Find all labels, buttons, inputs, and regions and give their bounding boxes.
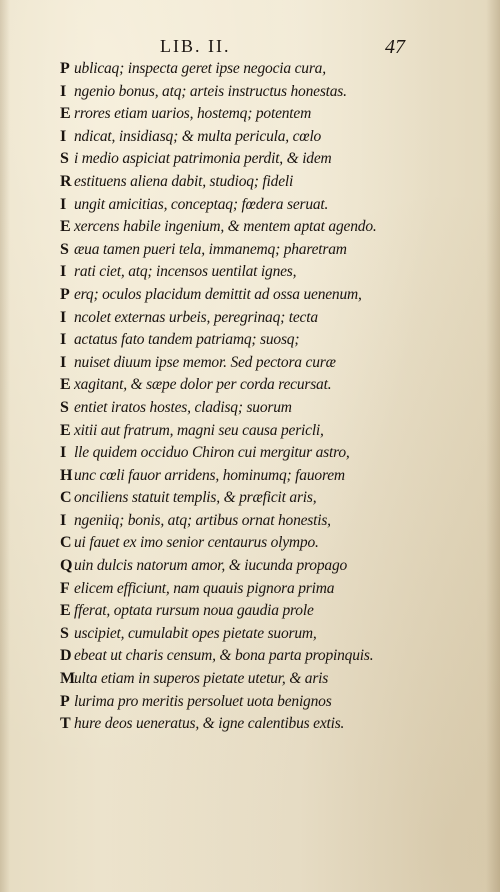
- page-edge-shadow: [486, 0, 500, 892]
- verse-line: [60, 329, 470, 352]
- verse-text: lurima pro meritis persoluet uota benignos: [74, 692, 332, 710]
- verse-line: [60, 397, 470, 420]
- verse-text: ncolet externas urbeis, peregrinaq; tecta: [74, 308, 318, 326]
- verse-text: actatus fato tandem patriamq; suosq;: [74, 331, 300, 349]
- verse-line: [60, 216, 470, 239]
- verse-line: [60, 194, 470, 217]
- verse-text: ngenio bonus, atq; arteis instructus honestas.: [74, 82, 347, 100]
- verse-text: ngeniiq; bonis, atq; artibus ornat honestis,: [74, 511, 331, 529]
- verse-text: ui fauet ex imo senior centaurus olympo.: [74, 534, 319, 552]
- verse-line: [60, 261, 470, 284]
- verse-text: xercens habile ingenium, & mentem aptat agendo.: [74, 218, 377, 236]
- verse-initial: P: [60, 285, 70, 303]
- running-head: LIB. II.: [160, 36, 231, 56]
- verse-text: rati ciet, atq; incensos uentilat ignes,: [74, 263, 297, 281]
- verse-line: [60, 442, 470, 465]
- verse-initial: I: [60, 308, 67, 326]
- verse-initial: S: [60, 150, 69, 168]
- verse-text: nuiset diuum ipse memor. Sed pectora curæ: [74, 353, 336, 371]
- verse-line: [60, 81, 470, 104]
- verse-initial: S: [60, 398, 69, 416]
- verse-initial: I: [60, 127, 67, 145]
- verse-line: [60, 58, 470, 81]
- gutter-shadow: [0, 0, 10, 892]
- verse-line: [60, 532, 470, 555]
- verse-text: fferat, optata rursum noua gaudia prole: [74, 602, 314, 620]
- verse-line: [60, 668, 470, 691]
- verse-text: lle quidem occiduo Chiron cui mergitur astro,: [74, 444, 350, 462]
- verse-text: uscipiet, cumulabit opes pietate suorum,: [74, 624, 317, 642]
- verse-initial: S: [60, 240, 69, 258]
- verse-text: ublicaq; inspecta geret ipse negocia cura,: [74, 60, 326, 77]
- verse-line: [60, 487, 470, 510]
- verse-line: [60, 148, 470, 171]
- verse-list: [60, 58, 470, 736]
- verse-line: [60, 352, 470, 375]
- verse-line: [60, 555, 470, 578]
- page-number: 47: [385, 36, 405, 58]
- verse-line: [60, 645, 470, 668]
- verse-text: ungit amicitias, conceptaq; fœdera seruat.: [74, 195, 329, 213]
- verse-text: hure deos ueneratus, & igne calentibus extis.: [74, 715, 345, 733]
- verse-initial: P: [60, 692, 70, 710]
- verse-line: [60, 600, 470, 623]
- verse-initial: C: [60, 489, 72, 507]
- verse-text: onciliens statuit templis, & præficit aris,: [74, 489, 317, 507]
- verse-text: elicem efficiunt, nam quauis pignora prima: [74, 579, 335, 597]
- verse-initial: Q: [60, 557, 73, 575]
- verse-initial: I: [60, 195, 67, 213]
- verse-line: [60, 239, 470, 262]
- verse-initial: I: [60, 353, 67, 371]
- verse-text: i medio aspiciat patrimonia perdit, & idem: [74, 150, 332, 168]
- verse-initial: E: [60, 105, 71, 123]
- verse-line: [60, 420, 470, 443]
- verse-text: estituens aliena dabit, studioq; fideli: [74, 172, 294, 190]
- verse-text: uin dulcis natorum amor, & iucunda propago: [74, 557, 348, 575]
- verse-text: ndicat, insidiasq; & multa pericula, cœlo: [74, 127, 322, 145]
- verse-initial: T: [60, 715, 71, 733]
- verse-text: xagitant, & sæpe dolor per corda recursat.: [74, 376, 332, 394]
- verse-line: [60, 623, 470, 646]
- verse-text: xitii aut fratrum, magni seu causa pericli,: [74, 421, 324, 439]
- verse-initial: S: [60, 624, 69, 642]
- verse-initial: I: [60, 331, 67, 349]
- verse-initial: E: [60, 218, 71, 236]
- verse-line: [60, 307, 470, 330]
- verse-line: [60, 126, 470, 149]
- verse-initial: F: [60, 579, 70, 597]
- verse-line: [60, 284, 470, 307]
- verse-line: [60, 103, 470, 126]
- verse-text: entiet iratos hostes, cladisq; suorum: [74, 398, 292, 416]
- verse-text: ulta etiam in superos pietate utetur, & aris: [74, 670, 329, 688]
- verse-line: [60, 713, 470, 736]
- verse-line: [60, 374, 470, 397]
- verse-text: unc cœli fauor arridens, hominumq; fauorem: [74, 466, 345, 484]
- verse-initial: C: [60, 534, 72, 552]
- verse-initial: R: [60, 172, 72, 190]
- verse-initial: I: [60, 82, 67, 100]
- verse-initial: E: [60, 421, 71, 439]
- verse-line: [60, 691, 470, 714]
- verse-line: [60, 578, 470, 601]
- verse-initial: I: [60, 444, 67, 462]
- verse-line: [60, 465, 470, 488]
- verse-initial: H: [60, 466, 73, 484]
- verse-initial: E: [60, 602, 71, 620]
- verse-text: rrores etiam uarios, hostemq; potentem: [74, 105, 312, 123]
- verse-line: [60, 171, 470, 194]
- verse-initial: D: [60, 647, 72, 665]
- verse-initial: I: [60, 263, 67, 281]
- verse-initial: M: [60, 670, 75, 688]
- verse-text: ebeat ut charis censum, & bona parta propinquis.: [74, 647, 374, 665]
- verse-text: erq; oculos placidum demittit ad ossa uenenum,: [74, 285, 362, 303]
- verse-text: æua tamen pueri tela, immanemq; pharetram: [74, 240, 347, 258]
- verse-initial: P: [60, 60, 70, 77]
- verse-line: [60, 510, 470, 533]
- verse-initial: I: [60, 511, 67, 529]
- verse-initial: E: [60, 376, 71, 394]
